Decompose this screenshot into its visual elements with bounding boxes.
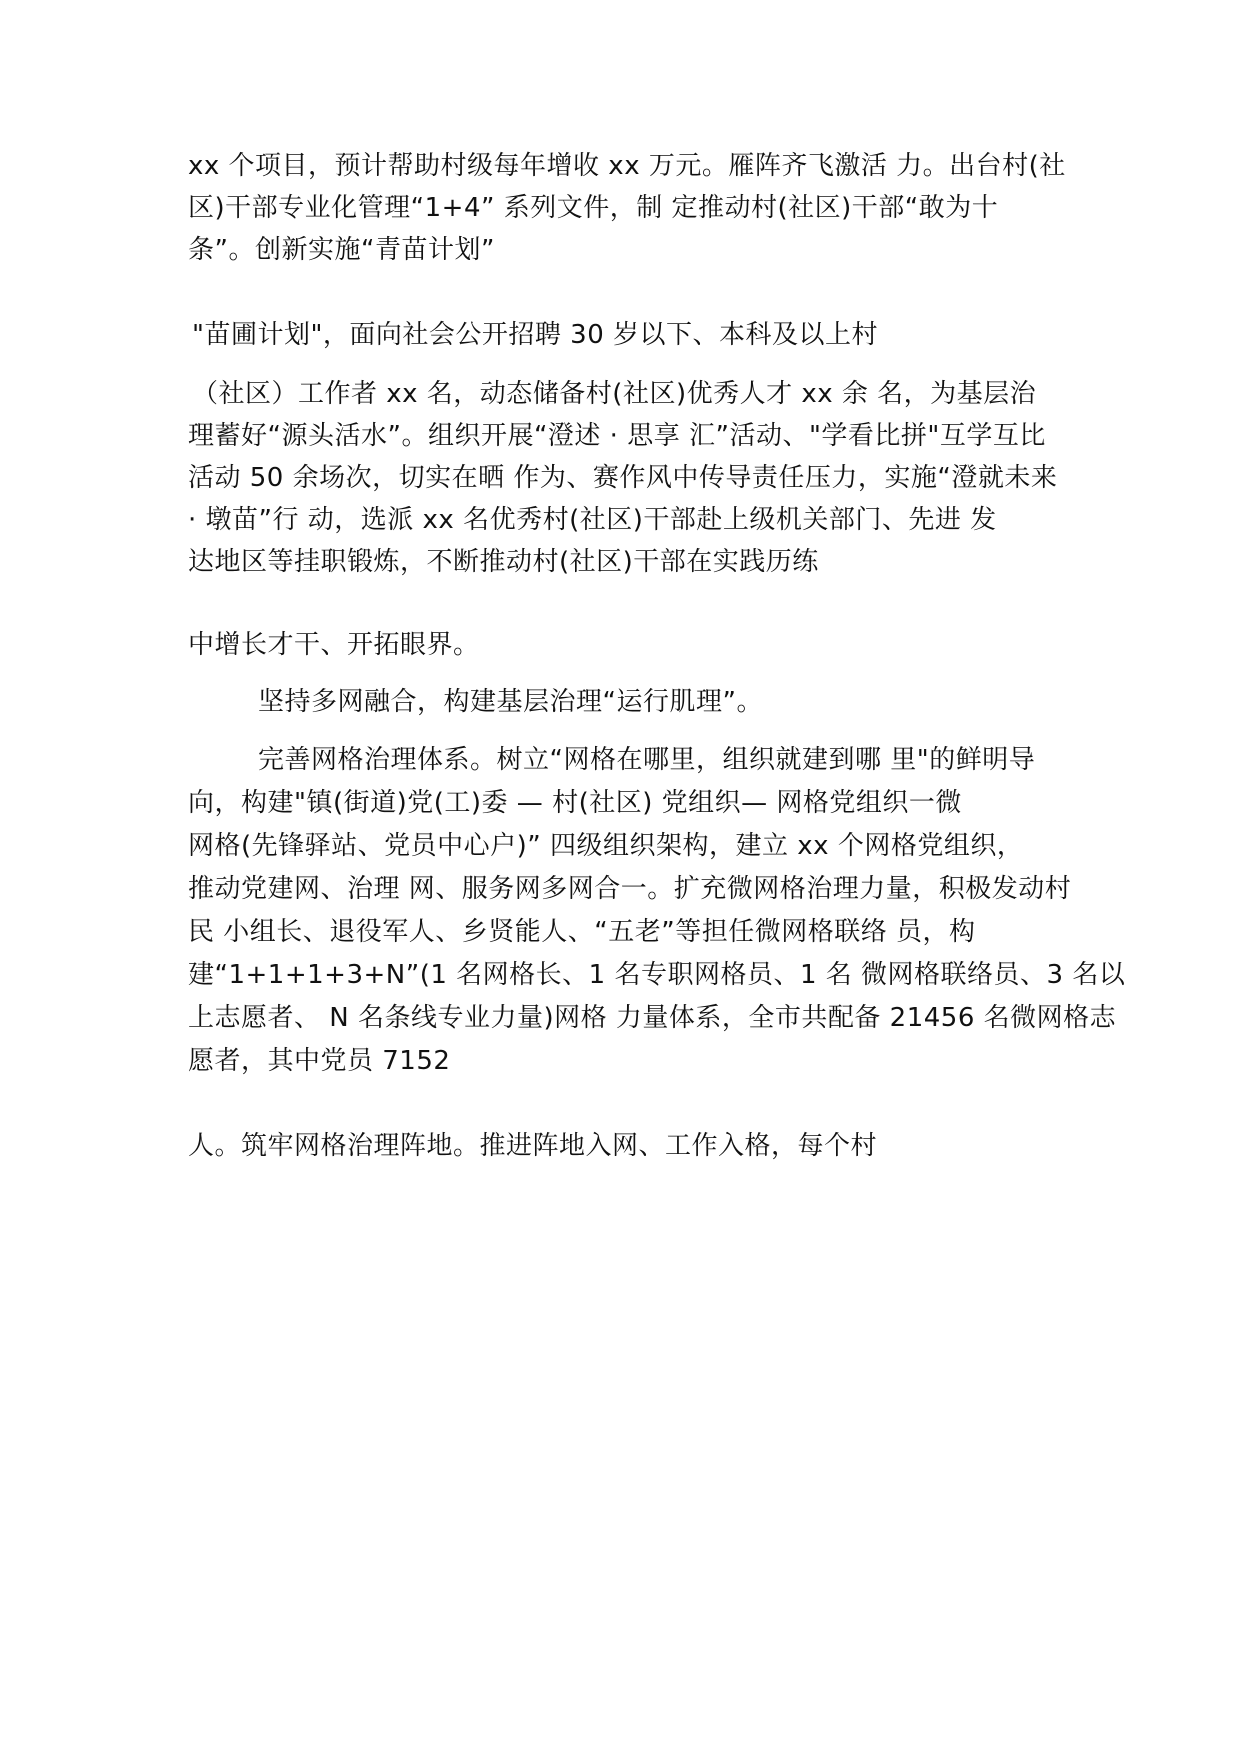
paragraph-line-19: 愿者，其中党员 7152 bbox=[188, 1046, 451, 1076]
paragraph-line-17: 建“1+1+1+3+N”(1 名网格长、1 名专职网格员、1 名 微网格联络员、3 名以 bbox=[188, 960, 1126, 990]
paragraph-line-16: 民 小组长、退役军人、乡贤能人、“五老”等担任微网格联络 员，构 bbox=[188, 917, 976, 947]
paragraph-line-7: 活动 50 余场次，切实在晒 作为、赛作风中传导责任压力，实施“澄就未来 bbox=[188, 463, 1058, 493]
paragraph-line-14: 网格(先锋驿站、党员中心户)” 四级组织架构，建立 xx 个网格党组织， bbox=[188, 831, 1024, 861]
paragraph-line-8: · 墩苗”行 动，选派 xx 名优秀村(社区)干部赴上级机关部门、先进 发 bbox=[188, 505, 997, 535]
paragraph-line-10: 中增长才干、开拓眼界。 bbox=[188, 630, 480, 660]
paragraph-line-4: "苗圃计划"，面向社会公开招聘 30 岁以下、本科及以上村 bbox=[192, 320, 879, 350]
paragraph-line-20: 人。筑牢网格治理阵地。推进阵地入网、工作入格，每个村 bbox=[188, 1131, 878, 1161]
paragraph-line-18: 上志愿者、 N 名条线专业力量)网格 力量体系，全市共配备 21456 名微网格志 bbox=[188, 1003, 1117, 1033]
paragraph-line-15: 推动党建网、治理 网、服务网多网合一。扩充微网格治理力量，积极发动村 bbox=[188, 874, 1072, 904]
paragraph-line-5: （社区）工作者 xx 名，动态储备村(社区)优秀人才 xx 余 名，为基层治 bbox=[192, 379, 1037, 409]
paragraph-line-12: 完善网格治理体系。树立“网格在哪里，组织就建到哪 里"的鲜明导 bbox=[258, 745, 1036, 775]
paragraph-line-6: 理蓄好“源头活水”。组织开展“澄述 · 思享 汇”活动、"学看比拼"互学互比 bbox=[188, 421, 1046, 451]
paragraph-line-2: 区)干部专业化管理“1+4” 系列文件，制 定推动村(社区)干部“敢为十 bbox=[188, 193, 999, 223]
paragraph-line-1: xx 个项目，预计帮助村级每年增收 xx 万元。雁阵齐飞激活 力。出台村(社 bbox=[188, 151, 1066, 181]
paragraph-line-3: 条”。创新实施“青苗计划” bbox=[188, 235, 495, 265]
paragraph-line-13: 向，构建"镇(街道)党(工)委 — 村(社区) 党组织— 网格党组织一微 bbox=[188, 788, 962, 818]
paragraph-line-9: 达地区等挂职锻炼，不断推动村(社区)干部在实践历练 bbox=[188, 547, 819, 577]
section-heading: 坚持多网融合，构建基层治理“运行肌理”。 bbox=[258, 687, 763, 717]
